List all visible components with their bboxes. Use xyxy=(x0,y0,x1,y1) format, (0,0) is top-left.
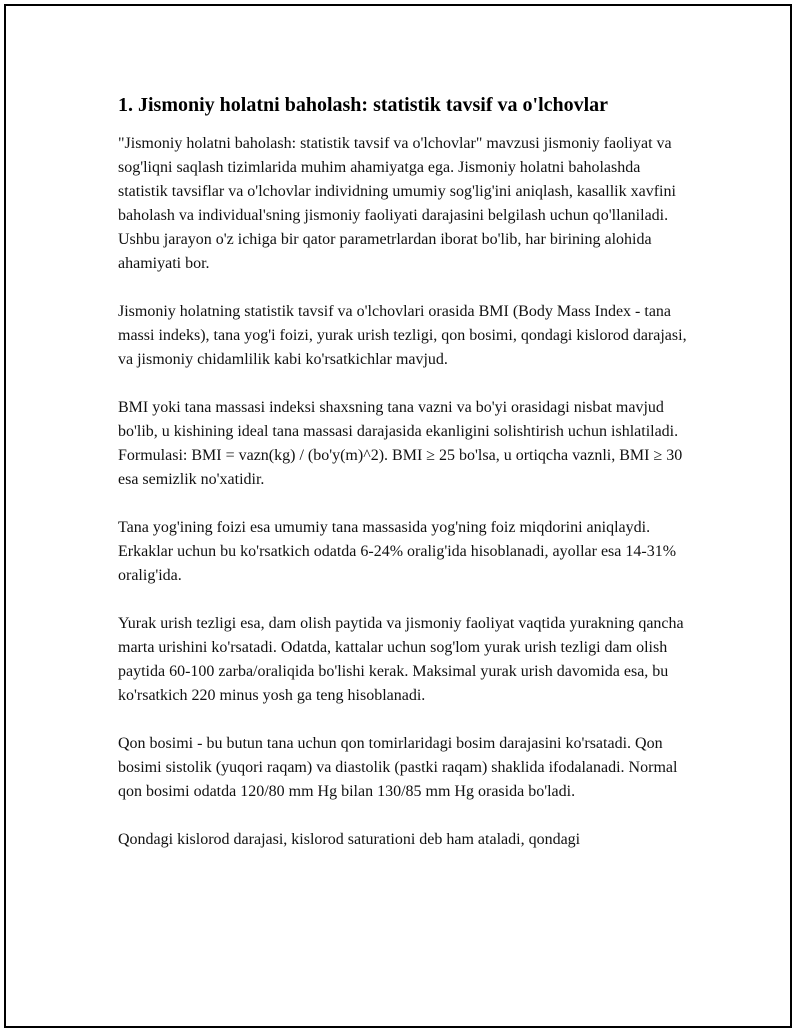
paragraph-bmi: BMI yoki tana massasi indeksi shaxsning tana vazni va bo'yi orasidagi nisbat mavjud bo'lib, u kishining ideal tana massasi darajasida ekanligini solishtirish uchun ishlatiladi. Formulasi: BMI = vazn(kg) / (bo'y(m)^2). BMI ≥ 25 bo'lsa, u ortiqcha vaznli, BMI ≥ 30 esa semizlik no'xatidir. xyxy=(118,399,683,488)
paragraph-heart-rate: Yurak urish tezligi esa, dam olish paytida va jismoniy faoliyat vaqtida yurakning qancha marta urishini ko'rsatadi. Odatda, kattalar uchun sog'lom yurak urish tezligi dam olish paytida 60-100 zarba/oraliqida bo'lishi kerak. Maksimal yurak urish davomida esa, bu ko'rsatkich 220 minus yosh ga teng hisoblanadi. xyxy=(118,615,684,704)
paragraph-blood-pressure: Qon bosimi - bu butun tana uchun qon tomirlaridagi bosim darajasini ko'rsatadi. Qon bosimi sistolik (yuqori raqam) va diastolik (pastki raqam) shaklida ifodalanadi. Normal qon bosimi odatda 120/80 mm Hg bilan 130/85 mm Hg orasida bo'ladi. xyxy=(118,735,678,800)
section-heading: 1. Jismoniy holatni baholash: statistik tavsif va o'lchovlar xyxy=(118,94,609,116)
document-body xyxy=(118,92,690,876)
paragraph-indicators: Jismoniy holatning statistik tavsif va o'lchovlari orasida BMI (Body Mass Index - tana massi indeks), tana yog'i foizi, yurak urish tezligi, qon bosimi, qondagi kislorod darajasi, va jismoniy chidamlilik kabi ko'rsatkichlar mavjud. xyxy=(118,303,687,368)
paragraph-intro: "Jismoniy holatni baholash: statistik tavsif va o'lchovlar" mavzusi jismoniy faoliyat va sog'liqni saqlash tizimlarida muhim ahamiyatga ega. Jismoniy holatni baholashda statistik tavsiflar va o'lchovlar individning umumiy sog'lig'ini aniqlash, kasallik xavfini baholash va individual'sning jismoniy faoliyati darajasini belgilash uchun qo'llaniladi. Ushbu jarayon o'z ichiga bir qator parametrlardan iborat bo'lib, har birining alohida ahamiyati bor. xyxy=(118,135,676,272)
paragraph-body-fat: Tana yog'ining foizi esa umumiy tana massasida yog'ning foiz miqdorini aniqlaydi. Erkaklar uchun bu ko'rsatkich odatda 6-24% oralig'ida hisoblanadi, ayollar esa 14-31% oralig'ida. xyxy=(118,519,677,584)
paragraph-oxygen: Qondagi kislorod darajasi, kislorod saturationi deb ham ataladi, qondagi xyxy=(118,831,581,848)
